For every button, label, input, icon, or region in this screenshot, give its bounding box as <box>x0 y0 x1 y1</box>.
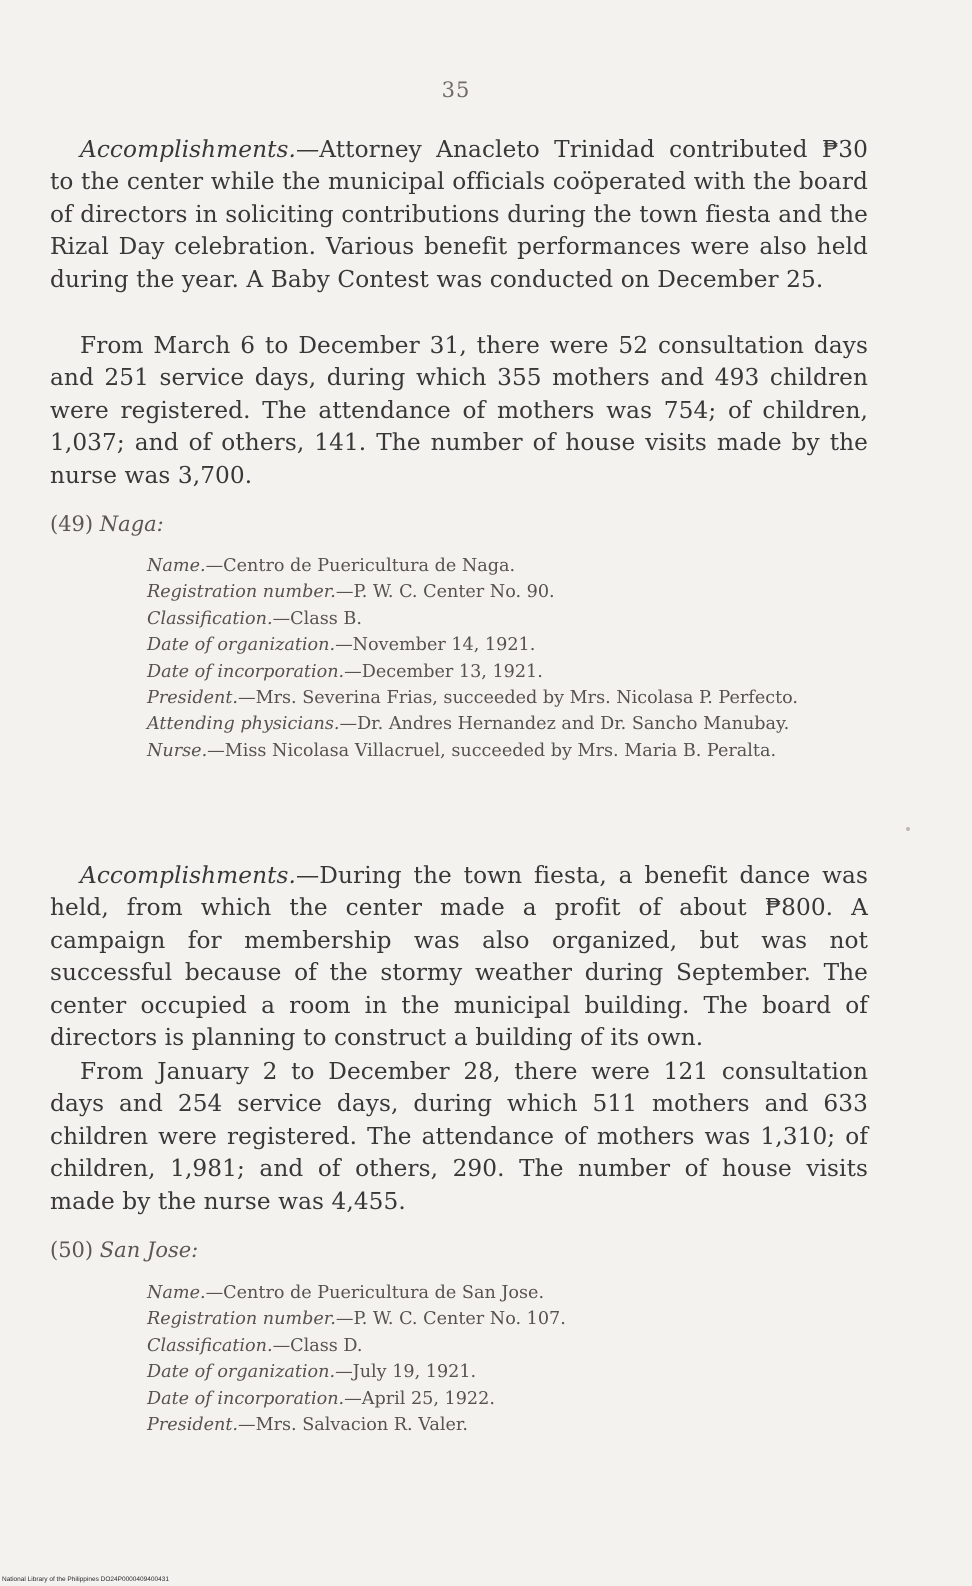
detail-label: Date of organization. <box>147 635 336 656</box>
detail-organization-date <box>147 1359 871 1385</box>
detail-label: Registration number. <box>147 1309 336 1330</box>
detail-value: —P. W. C. Center No. 107. <box>335 1309 566 1330</box>
detail-incorporation-date <box>147 659 871 685</box>
detail-value: —Mrs. Salvacion R. Valer. <box>237 1415 468 1436</box>
detail-value: —Class D. <box>272 1335 363 1356</box>
detail-nurse <box>147 738 871 764</box>
detail-label: Name. <box>147 556 206 576</box>
detail-label: Attending physicians. <box>147 714 340 735</box>
detail-label: Name. <box>147 1283 206 1303</box>
detail-president <box>147 685 871 711</box>
section-heading-naga <box>50 512 164 536</box>
detail-value: —Class B. <box>272 608 362 629</box>
detail-classification <box>147 1333 871 1359</box>
page-number: 35 <box>441 78 471 102</box>
detail-name <box>147 553 871 579</box>
detail-value: —Miss Nicolasa Villacruel, succeeded by Mrs. Maria B. Peralta. <box>207 740 777 761</box>
statistics-paragraph <box>50 1056 868 1218</box>
detail-label: Date of organization. <box>147 1362 336 1383</box>
paragraph-text: From January 2 to December 28, there were 121 consultation days and 254 service days, during which 511 mothers and 633 children were registered. The attendance of mothers was 1,310; of children, 1,981; and of others, 290. The number of house visits made by the nurse was 4,455. <box>50 1058 868 1215</box>
detail-value: —July 19, 1921. <box>335 1362 477 1383</box>
accomplishments-paragraph <box>50 134 868 296</box>
detail-label: Classification. <box>147 1335 273 1356</box>
detail-label: Date of incorporation. <box>147 661 345 682</box>
naga-details <box>147 553 871 764</box>
detail-incorporation-date <box>147 1386 871 1412</box>
detail-organization-date <box>147 632 871 658</box>
detail-value: —April 25, 1922. <box>344 1388 495 1409</box>
detail-label: Registration number. <box>147 582 336 603</box>
section-title: San Jose: <box>99 1238 199 1262</box>
detail-value: —Mrs. Severina Frias, succeeded by Mrs. Nicolasa P. Perfecto. <box>237 688 799 709</box>
footer-watermark: National Library of the Philippines DO24P0000409400431 <box>2 1576 169 1583</box>
section-title: Naga: <box>99 512 164 536</box>
paragraph-text: —Attorney Anacleto Trinidad contributed ₱30 to the center while the municipal officials coöperated with the board of directors in soliciting contributions during the town fiesta and the Rizal Day celebration. Various benefit performances were also held during the year. A Baby Contest was conducted on December 25. <box>50 136 868 293</box>
detail-value: —P. W. C. Center No. 90. <box>335 582 555 603</box>
detail-name <box>147 1280 871 1306</box>
detail-physicians <box>147 711 871 737</box>
statistics-paragraph <box>50 330 868 492</box>
detail-value: —Centro de Puericultura de Naga. <box>205 556 516 576</box>
paragraph-text: —During the town fiesta, a benefit dance was held, from which the center made a profit of about ₱800. A campaign for membership was also organized, but was not successful because of the stormy weather during September. The center occupied a room in the municipal building. The board of directors is planning to construct a building of its own. <box>50 862 868 1052</box>
detail-label: Nurse. <box>147 740 208 761</box>
accomplishments-paragraph <box>50 860 868 1054</box>
detail-registration <box>147 579 871 605</box>
paragraph-lead: Accomplishments. <box>80 862 297 889</box>
detail-registration <box>147 1306 871 1332</box>
scan-speck <box>906 827 910 831</box>
detail-value: —Centro de Puericultura de San Jose. <box>205 1283 545 1303</box>
paragraph-lead: Accomplishments. <box>80 136 297 163</box>
section-heading-san-jose <box>50 1238 198 1262</box>
detail-label: President. <box>147 688 238 709</box>
detail-value: —Dr. Andres Hernandez and Dr. Sancho Manubay. <box>339 714 790 735</box>
detail-label: Classification. <box>147 608 273 629</box>
detail-president <box>147 1412 871 1438</box>
detail-value: —November 14, 1921. <box>335 635 536 656</box>
section-number: (49) <box>50 512 94 536</box>
paragraph-text: From March 6 to December 31, there were 52 consultation days and 251 service days, during which 355 mothers and 493 children were registered. The attendance of mothers was 754; of children, 1,037; and of others, 141. The number of house visits made by the nurse was 3,700. <box>50 332 868 489</box>
detail-label: Date of incorporation. <box>147 1388 345 1409</box>
detail-label: President. <box>147 1415 238 1436</box>
detail-classification <box>147 606 871 632</box>
san-jose-details <box>147 1280 871 1438</box>
detail-value: —December 13, 1921. <box>344 661 543 682</box>
section-number: (50) <box>50 1238 94 1262</box>
